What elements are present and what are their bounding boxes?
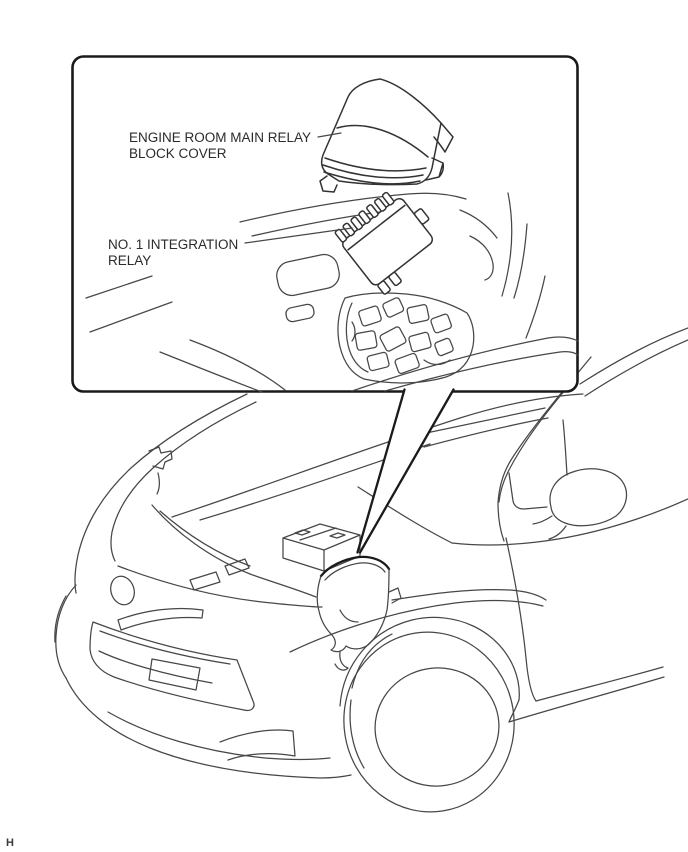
- roof-line-2: [585, 340, 688, 396]
- fender-silhouette: [75, 394, 247, 593]
- headlight-inner-line: [160, 511, 250, 566]
- roof-line-1: [580, 328, 688, 384]
- wheel-arch: [340, 617, 519, 706]
- lower-grille-outer: [90, 622, 254, 710]
- headlight-outline: [152, 505, 316, 597]
- side-mirror: [550, 469, 627, 526]
- door-front-edge: [506, 538, 536, 701]
- callout-pointer: [358, 388, 455, 554]
- lower-grille-inner: [99, 631, 230, 683]
- page-marker: H: [6, 837, 14, 849]
- rocker-line-lower: [509, 677, 664, 722]
- headlight-bracket-hook: [157, 473, 159, 494]
- support-brackets: [190, 559, 249, 590]
- bumper-bottom-edge: [66, 678, 351, 778]
- bumper-lip-line: [108, 712, 330, 760]
- pillar-body-line: [563, 420, 567, 475]
- front-wheel-rim: [367, 659, 508, 795]
- hood-opening-edge: [111, 402, 256, 561]
- beltline: [452, 499, 688, 545]
- fog-recess: [220, 730, 295, 760]
- fascia-top-edge-left: [118, 566, 322, 607]
- relay-block-target: [317, 557, 401, 670]
- callout-box: [73, 57, 578, 392]
- toyota-emblem: [107, 573, 138, 608]
- cover-label-line2: BLOCK COVER: [129, 146, 227, 161]
- relay-label-line1: NO. 1 INTEGRATION: [108, 237, 239, 252]
- wheel-arch-lip: [352, 634, 392, 688]
- upper-grille-slit: [118, 608, 203, 630]
- bumper-corner-trim: [55, 585, 76, 678]
- battery-terminals: [295, 528, 345, 540]
- relay-block-tab: [389, 588, 401, 603]
- relay-block-body: [317, 569, 389, 652]
- front-tire: [331, 620, 527, 824]
- battery: [283, 524, 360, 571]
- cover-label-line1: ENGINE ROOM MAIN RELAY: [129, 130, 312, 145]
- car-illustration: [55, 328, 688, 824]
- mirror-base: [533, 516, 566, 539]
- fender-sweep: [290, 601, 543, 652]
- relay-label-line2: RELAY: [108, 253, 152, 268]
- window-sash: [509, 473, 547, 509]
- fascia-top-edge-right: [392, 590, 546, 600]
- lower-grille-opening: [149, 659, 200, 690]
